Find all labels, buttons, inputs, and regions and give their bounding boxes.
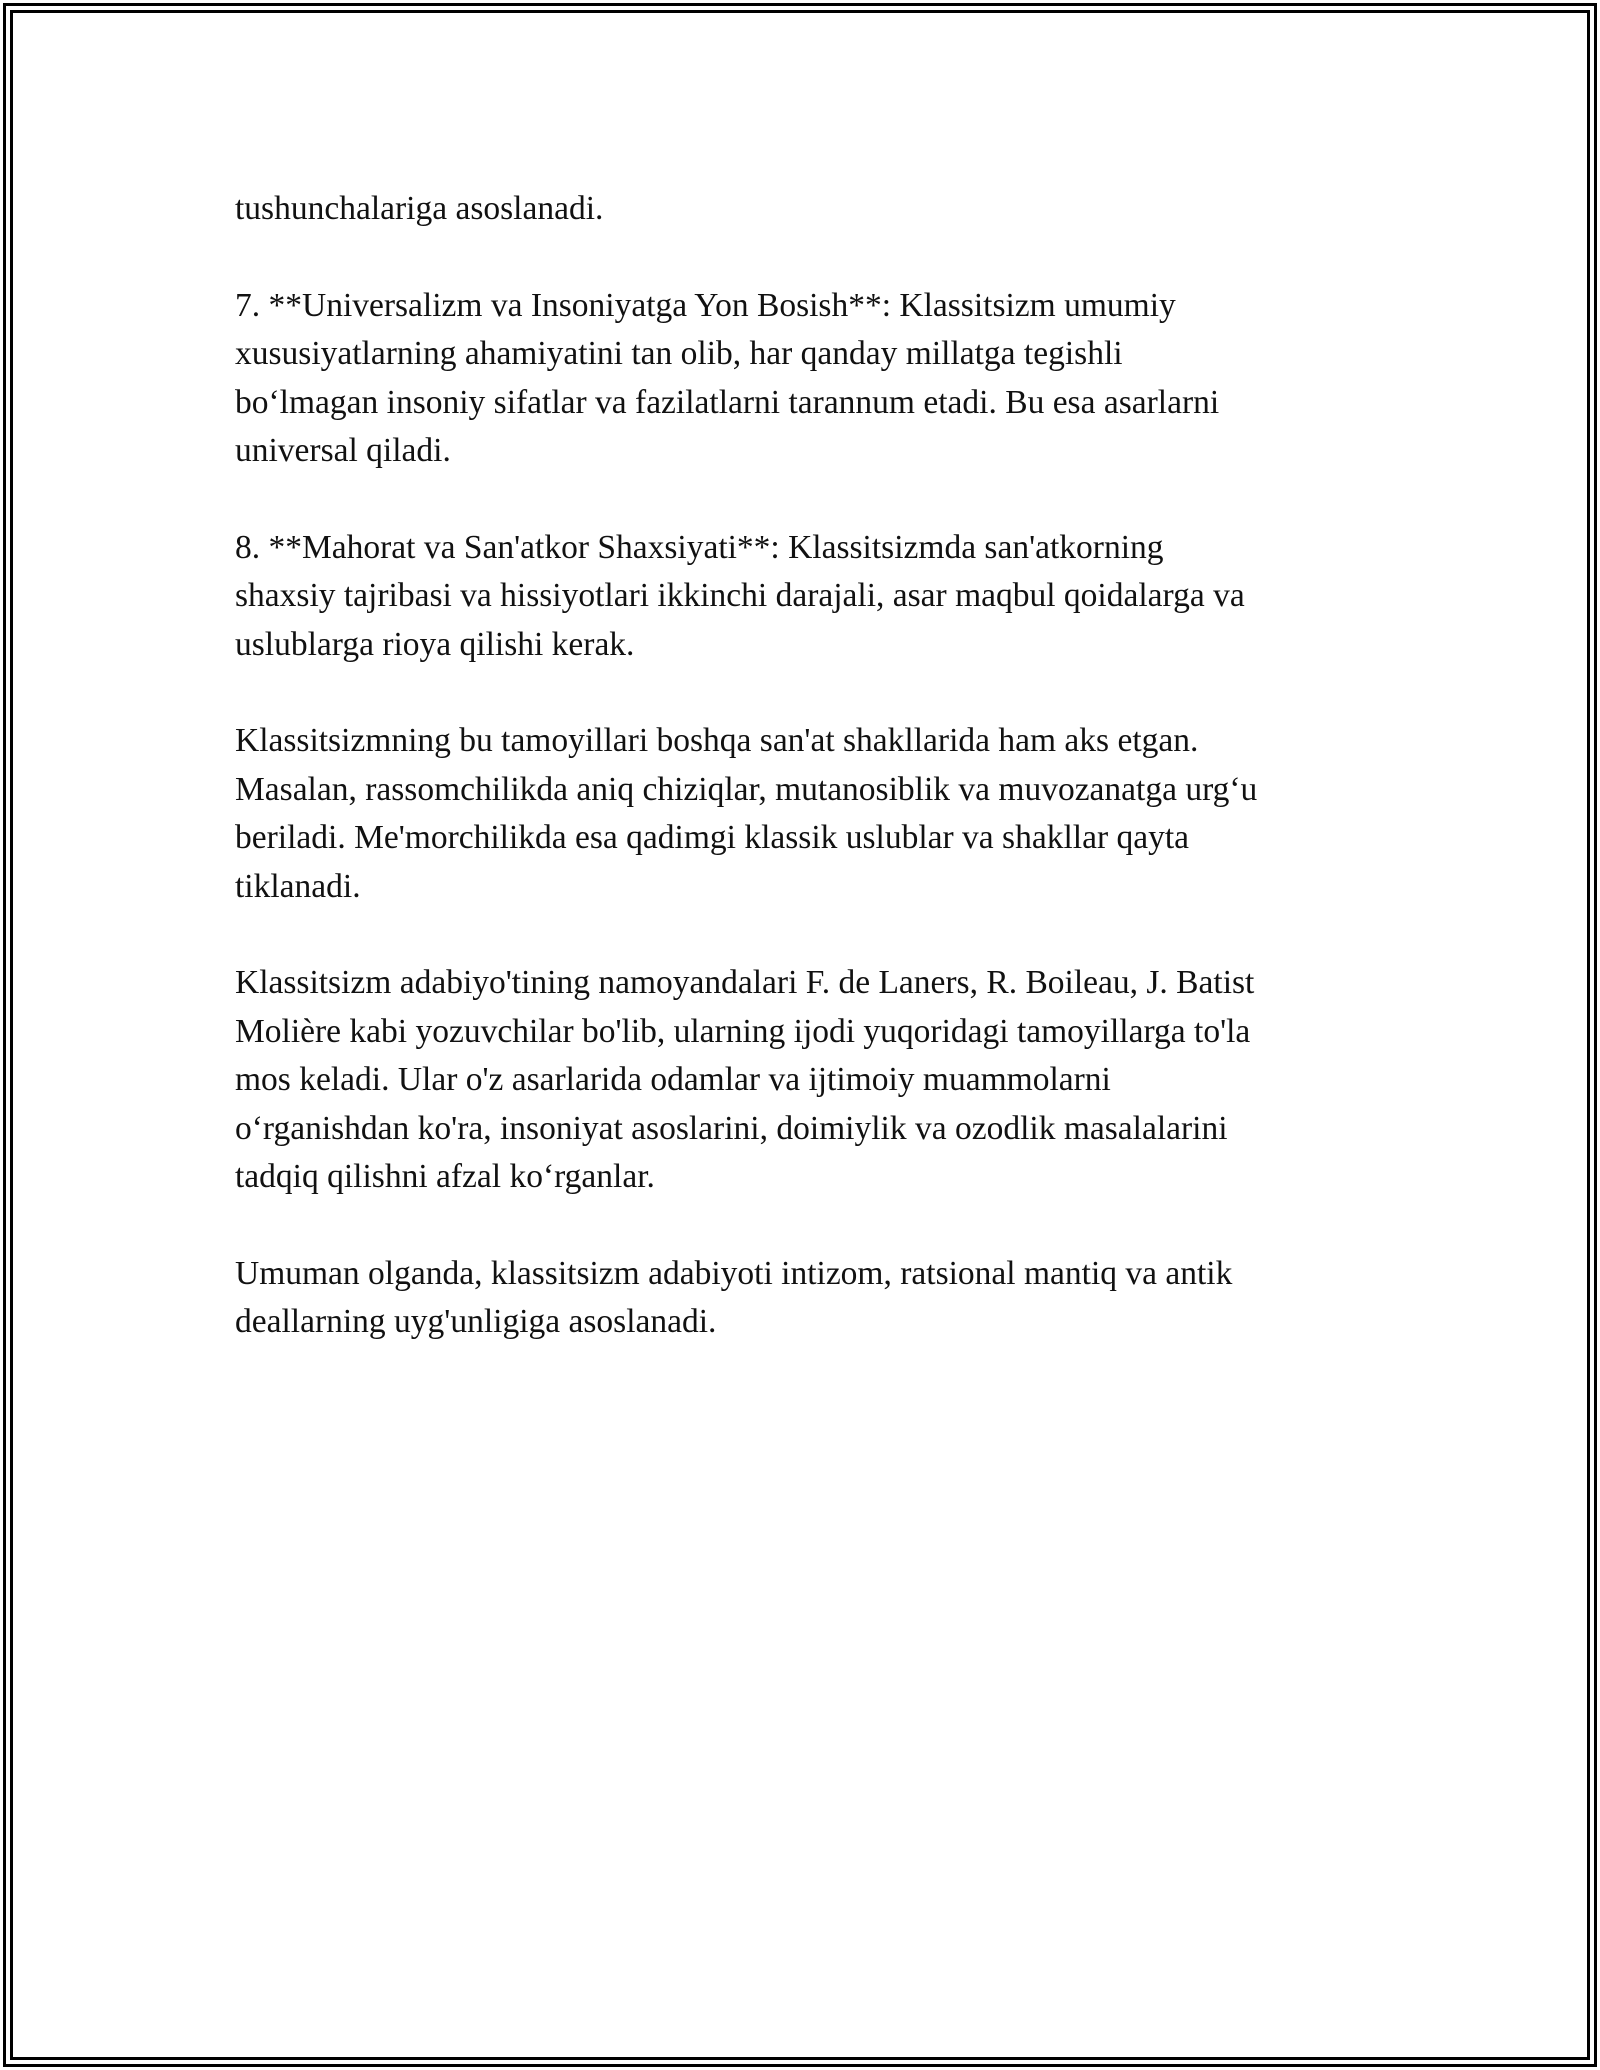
paragraph-representatives: Klassitsizm adabiyo'tining namoyandalari F. de Laners, R. Boileau, J. Batist Molière kabi yozuvchilar bo'lib, ularning ijodi yuqoridagi tamoyillarga to'la mos keladi. Ular o'z asarlarida odamlar va ijtimoiy muammolarni o‘rganishdan ko'ra, insoniyat asoslarini, doimiylik va ozodlik masalalarini tadqiq qilishni afzal ko‘rganlar. xyxy=(235,964,1255,1195)
paragraph-other-arts: Klassitsizmning bu tamoyillari boshqa san'at shakllarida ham aks etgan. Masalan, rassomchilikda aniq chiziqlar, mutanosiblik va muvozanatga urg‘u beriladi. Me'morchilikda esa qadimgi klassik uslublar va shakllar qayta tiklanadi. xyxy=(235,722,1258,905)
document-body xyxy=(235,185,1365,1395)
paragraph-point-8: 8. **Mahorat va San'atkor Shaxsiyati**: Klassitsizmda san'atkorning shaxsiy tajribasi va hissiyotlari ikkinchi darajali, asar maqbul qoidalarga va uslublarga rioya qilishi kerak. xyxy=(235,528,1245,663)
paragraph-conclusion: Umuman olganda, klassitsizm adabiyoti intizom, ratsional mantiq va antik deallarning uyg'unligiga asoslanadi. xyxy=(235,1254,1233,1340)
paragraph-continuation: tushunchalariga asoslanadi. xyxy=(235,190,604,227)
paragraph-point-7: 7. **Universalizm va Insoniyatga Yon Bosish**: Klassitsizm umumiy xususiyatlarning ahamiyatini tan olib, har qanday millatga tegishli bo‘lmagan insoniy sifatlar va fazilatlarni tarannum etadi. Bu esa asarlarni universal qiladi. xyxy=(235,286,1220,469)
